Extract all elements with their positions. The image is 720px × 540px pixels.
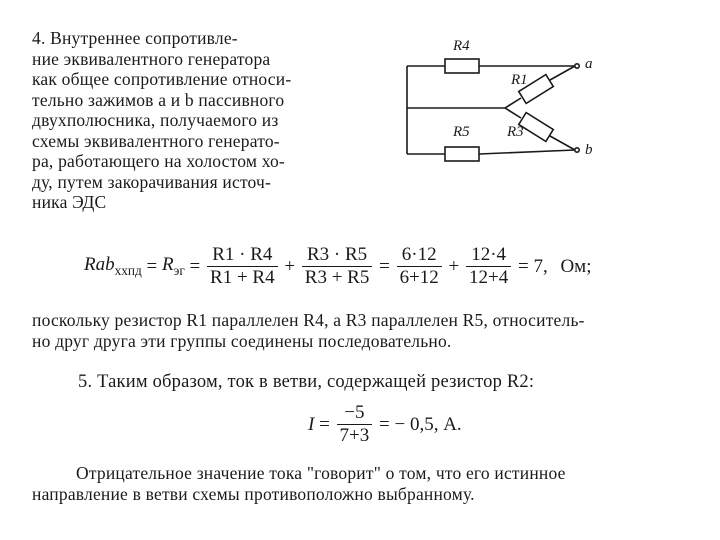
item4-line: двухполюсника, получаемого из (32, 110, 279, 130)
conclusion-line: направление в ветви схемы противоположно выбранному. (32, 483, 475, 504)
terminal-b (575, 148, 579, 152)
item4-line: ра, работающего на холостом хо- (32, 151, 285, 171)
label-r3: R3 (507, 124, 524, 140)
fraction-numerator: 12·4 (466, 244, 511, 267)
item4-line: ние эквивалентного генератора (32, 48, 271, 69)
fraction-numerator: 6·12 (397, 244, 442, 267)
formula2-lhs: I (308, 413, 315, 435)
formula1-req: R (162, 254, 174, 276)
formula1-plus: + (284, 255, 296, 277)
circuit-wire (479, 150, 575, 154)
resistor-r5 (445, 147, 479, 161)
label-r4: R4 (453, 38, 470, 54)
conclusion-paragraph (32, 463, 692, 504)
item4-paragraph (32, 28, 328, 213)
fraction (302, 244, 373, 289)
formula1-unit: Ом; (560, 255, 592, 277)
formula1-req-sub: эг (173, 262, 185, 278)
label-node-b: b (585, 142, 593, 158)
terminal-a (575, 64, 579, 68)
resistor-r3 (519, 113, 554, 142)
formula1-eq: = (189, 255, 201, 277)
formula2-eq: = (319, 413, 330, 435)
formula1-lhs-sub: ххпд (114, 262, 142, 278)
circuit-wire (505, 98, 521, 108)
conclusion-line: Отрицательное значение тока "говорит" о том, что его истинное (76, 463, 566, 483)
fraction (337, 402, 373, 447)
fraction-numerator: −5 (337, 402, 373, 425)
fraction (397, 244, 442, 289)
fraction (207, 244, 278, 289)
formula1-result: = 7, (517, 255, 548, 277)
item4-line: 4. Внутреннее сопротивле- (32, 28, 238, 48)
circuit-wire (550, 66, 575, 80)
fraction-denominator: 7+3 (339, 425, 370, 446)
circuit-wire (505, 108, 521, 118)
resistor-r4 (445, 59, 479, 73)
label-r5: R5 (453, 124, 470, 140)
formula1-eq: = (379, 255, 390, 277)
fraction-numerator: R1 · R4 (207, 244, 278, 267)
label-node-a: a (585, 56, 593, 72)
fraction (466, 244, 511, 289)
fraction-denominator: 6+12 (399, 267, 439, 288)
formula-current (308, 402, 462, 447)
explanation-paragraph (32, 310, 672, 351)
label-r1: R1 (511, 72, 528, 88)
fraction-denominator: R3 + R5 (304, 267, 370, 288)
item4-line: схемы эквивалентного генерато- (32, 130, 280, 151)
item5-text: 5. Таким образом, ток в ветви, содержащей резистор R2: (78, 372, 535, 392)
circuit-diagram (395, 28, 610, 168)
formula1-lhs: Rab (84, 254, 115, 276)
explanation-line: поскольку резистор R1 параллелен R4, а R3 параллелен R5, относитель- (32, 310, 585, 330)
item4-line: ника ЭДС (32, 192, 107, 212)
item4-line: ду, путем закорачивания источ- (32, 171, 272, 192)
explanation-line: но друг друга эти группы соединены последовательно. (32, 330, 452, 351)
item4-line: тельно зажимов a и b пассивного (32, 89, 285, 110)
circuit-wire (550, 136, 575, 150)
fraction-numerator: R3 · R5 (302, 244, 373, 267)
fraction-denominator: R1 + R4 (210, 267, 275, 288)
fraction-denominator: 12+4 (469, 267, 509, 288)
formula2-result: = − 0,5, А. (379, 413, 462, 435)
item4-line: как общее сопротивление относи- (32, 69, 292, 89)
formula1-plus: + (448, 255, 460, 277)
formula1-eq: = (146, 255, 158, 277)
formula-resistance (84, 244, 591, 289)
